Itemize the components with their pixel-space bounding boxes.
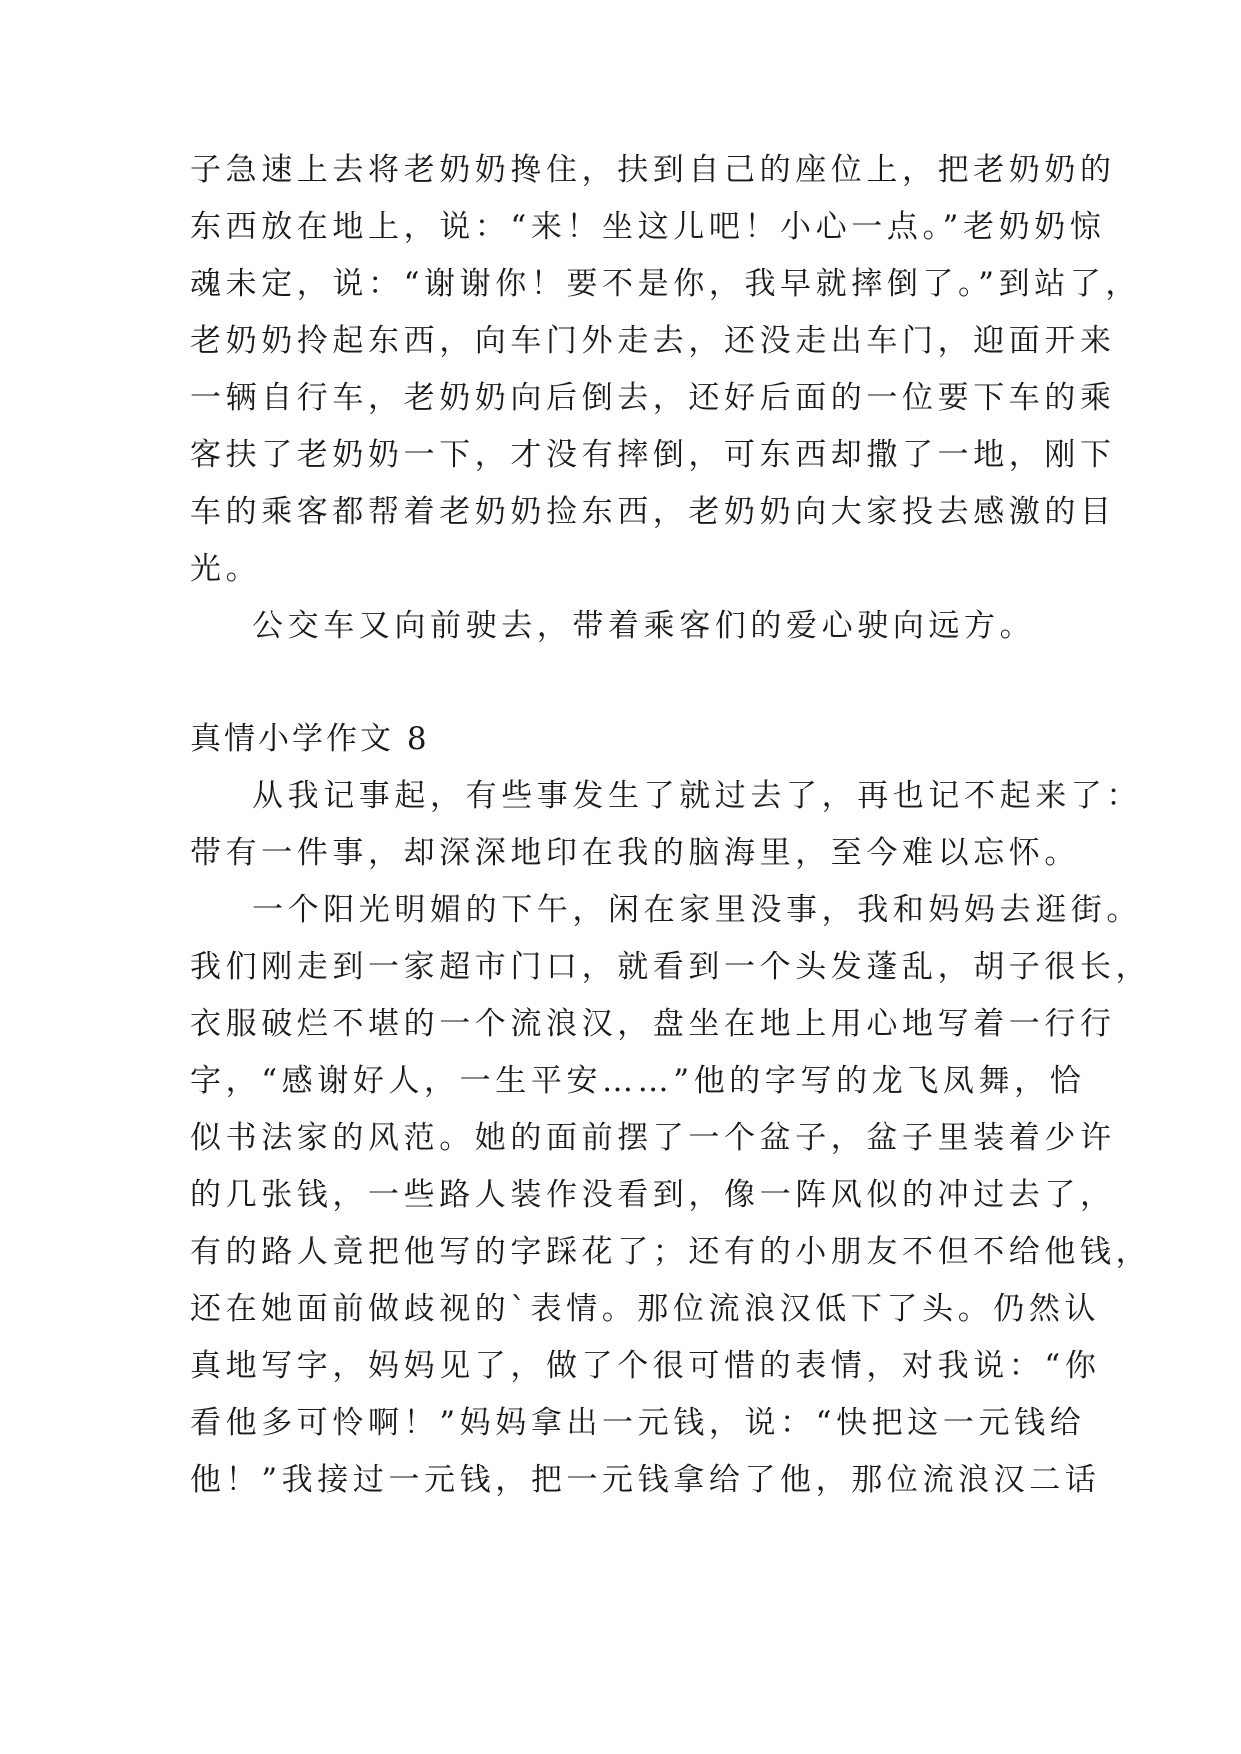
text-line: 从我记事起，有些事发生了就过去了，再也记不起来了： <box>252 778 1142 814</box>
text-line: 老奶奶拎起东西，向车门外走去，还没走出车门，迎面开来 <box>190 323 1116 359</box>
text-line: 子急速上去将老奶奶搀住，扶到自己的座位上，把老奶奶的 <box>190 152 1116 188</box>
text-line: 客扶了老奶奶一下，才没有摔倒，可东西却撒了一地，刚下 <box>190 437 1116 473</box>
text-line: 一个阳光明媚的下午，闲在家里没事，我和妈妈去逛街。 <box>252 892 1142 928</box>
text-line: 字，“感谢好人，一生平安……”他的字写的龙飞凤舞，恰 <box>190 1063 1086 1099</box>
closing-paragraph: 公交车又向前驶去，带着乘客们的爱心驶向远方。 <box>252 608 1036 644</box>
text-line: 有的路人竟把他写的字踩花了；还有的小朋友不但不给他钱， <box>190 1234 1152 1270</box>
text-line: 光。 <box>190 551 262 587</box>
text-line: 他！”我接过一元钱，把一元钱拿给了他，那位流浪汉二话 <box>190 1462 1101 1498</box>
text-line: 真地写字，妈妈见了，做了个很可惜的表情，对我说：“你 <box>190 1348 1101 1384</box>
text-line: 看他多可怜啊！”妈妈拿出一元钱，说：“快把这一元钱给 <box>190 1405 1086 1441</box>
text-line: 一辆自行车，老奶奶向后倒去，还好后面的一位要下车的乘 <box>190 380 1116 416</box>
text-line: 我们刚走到一家超市门口，就看到一个头发蓬乱，胡子很长， <box>190 949 1152 985</box>
text-line: 似书法家的风范。她的面前摆了一个盆子，盆子里装着少许 <box>190 1120 1116 1156</box>
text-line: 车的乘客都帮着老奶奶捡东西，老奶奶向大家投去感激的目 <box>190 494 1116 530</box>
text-line: 魂未定，说：“谢谢你！要不是你，我早就摔倒了。”到站了， <box>190 266 1141 302</box>
text-line: 衣服破烂不堪的一个流浪汉，盘坐在地上用心地写着一行行 <box>190 1006 1116 1042</box>
text-line: 东西放在地上，说：“来！坐这儿吧！小心一点。”老奶奶惊 <box>190 209 1106 245</box>
essay-title: 真情小学作文 8 <box>190 721 430 757</box>
text-line: 的几张钱，一些路人装作没看到，像一阵风似的冲过去了， <box>190 1177 1116 1213</box>
text-line: 带有一件事，却深深地印在我的脑海里，至今难以忘怀。 <box>190 835 1080 871</box>
text-line: 还在她面前做歧视的`表情。那位流浪汉低下了头。仍然认 <box>190 1291 1101 1327</box>
